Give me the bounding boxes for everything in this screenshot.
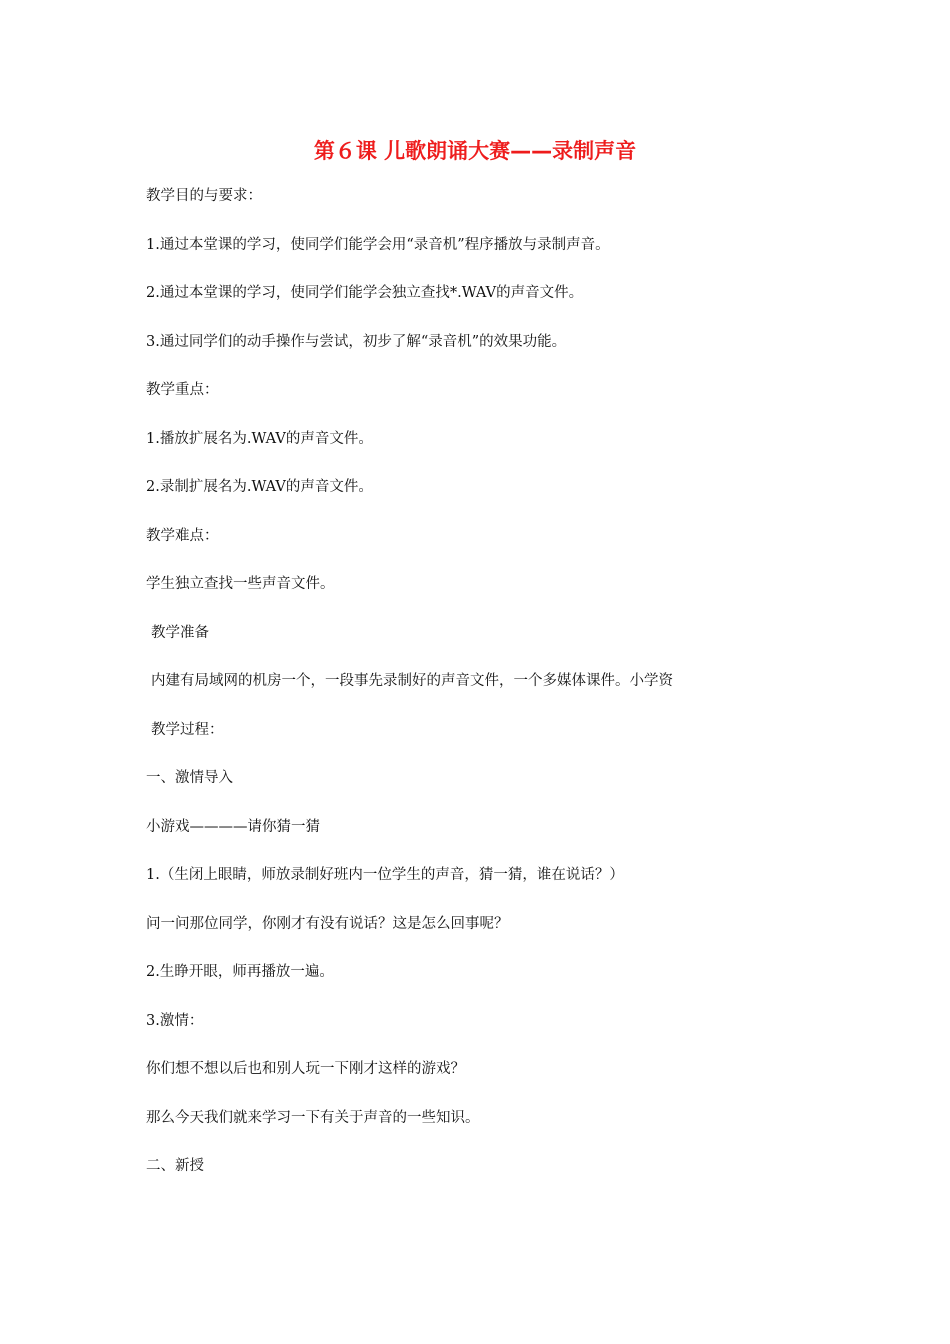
paragraph: 那么今天我们就来学习一下有关于声音的一些知识。 (146, 1109, 480, 1126)
heading-key-points: 教学重点： (146, 382, 219, 398)
paragraph: 2.录制扩展名为.WAV的声音文件。 (146, 479, 373, 495)
paragraph: 2.生睁开眼，师再播放一遍。 (146, 964, 334, 980)
paragraph: 学生独立查找一些声音文件。 (146, 576, 335, 592)
paragraph: 1.播放扩展名为.WAV的声音文件。 (146, 430, 373, 447)
document-body (146, 184, 786, 1203)
section-heading: 二、新授 (146, 1158, 204, 1174)
paragraph: 小游戏————请你猜一猜 (146, 818, 320, 835)
paragraph: 1.通过本堂课的学习，使同学们能学会用“录音机”程序播放与录制声音。 (146, 236, 610, 253)
section-heading: 一、激情导入 (146, 770, 233, 786)
heading-objectives: 教学目的与要求： (146, 188, 262, 204)
heading-preparation: 教学准备 (151, 624, 209, 641)
paragraph: 3.通过同学们的动手操作与尝试，初步了解“录音机”的效果功能。 (146, 333, 567, 350)
paragraph: 问一问那位同学，你刚才有没有说话？这是怎么回事呢？ (146, 915, 509, 932)
paragraph: 你们想不想以后也和别人玩一下刚才这样的游戏？ (146, 1061, 465, 1077)
document-title: 第６课 儿歌朗诵大赛——录制声音 (313, 139, 637, 163)
paragraph: 2.通过本堂课的学习，使同学们能学会独立查找*.WAV的声音文件。 (146, 285, 584, 301)
paragraph: 内建有局域网的机房一个，一段事先录制好的声音文件，一个多媒体课件。小学资 (151, 673, 673, 689)
paragraph: 1.（生闭上眼睛，师放录制好班内一位学生的声音，猜一猜，谁在说话？） (146, 867, 624, 883)
heading-difficulties: 教学难点： (146, 527, 219, 544)
paragraph: 3.激情： (146, 1012, 204, 1029)
heading-process: 教学过程： (151, 721, 224, 738)
